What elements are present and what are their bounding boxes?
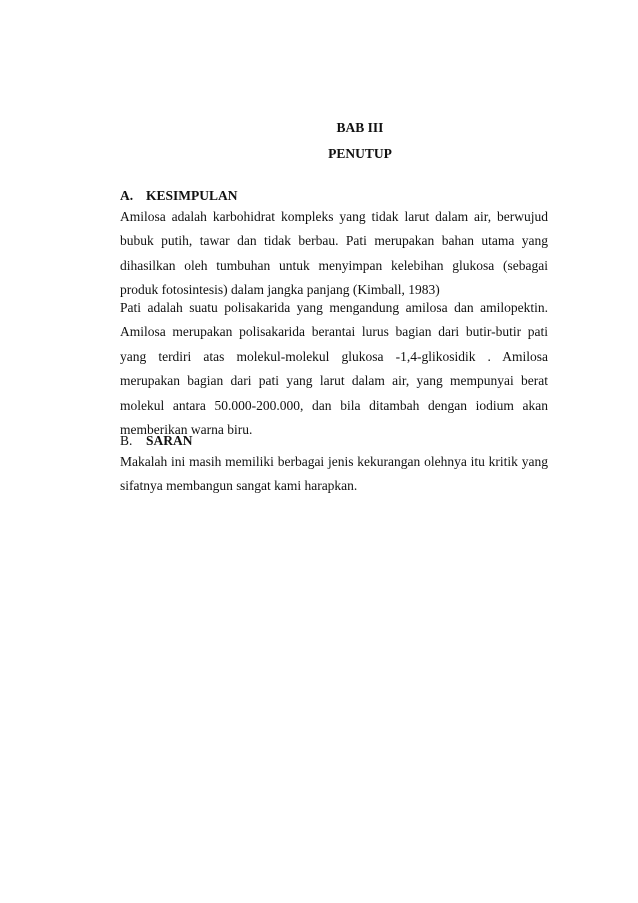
section-letter: A. (120, 188, 134, 203)
section-title: KESIMPULAN (146, 188, 238, 203)
section-heading-saran (120, 433, 193, 449)
chapter-number: BAB III (336, 120, 384, 135)
chapter-title: PENUTUP (328, 146, 392, 161)
section-title: SARAN (146, 433, 193, 448)
paragraph: Pati adalah suatu polisakarida yang mengandung amilosa dan amilopektin. Amilosa merupakan polisakarida berantai lurus bagian dari butir-butir pati yang terdiri atas molekul-molekul glukosa -1,4-glikosidik . Amilosa merupakan bagian dari pati yang larut dalam air, yang mempunyai berat molekul antara 50.000-200.000, dan bila ditambah dengan iodium akan memberikan warna biru. (120, 300, 548, 438)
section-letter: B. (120, 433, 133, 448)
paragraph: Amilosa adalah karbohidrat kompleks yang tidak larut dalam air, berwujud bubuk putih, tawar dan tidak berbau. Pati merupakan bahan utama yang dihasilkan oleh tumbuhan untuk menyimpan kelebihan glukosa (sebagai produk fotosintesis) dalam jangka panjang (Kimball, 1983) (120, 209, 548, 298)
paragraph: Makalah ini masih memiliki berbagai jenis kekurangan olehnya itu kritik yang sifatnya membangun sangat kami harapkan. (120, 454, 548, 494)
section-heading-kesimpulan (120, 188, 238, 204)
